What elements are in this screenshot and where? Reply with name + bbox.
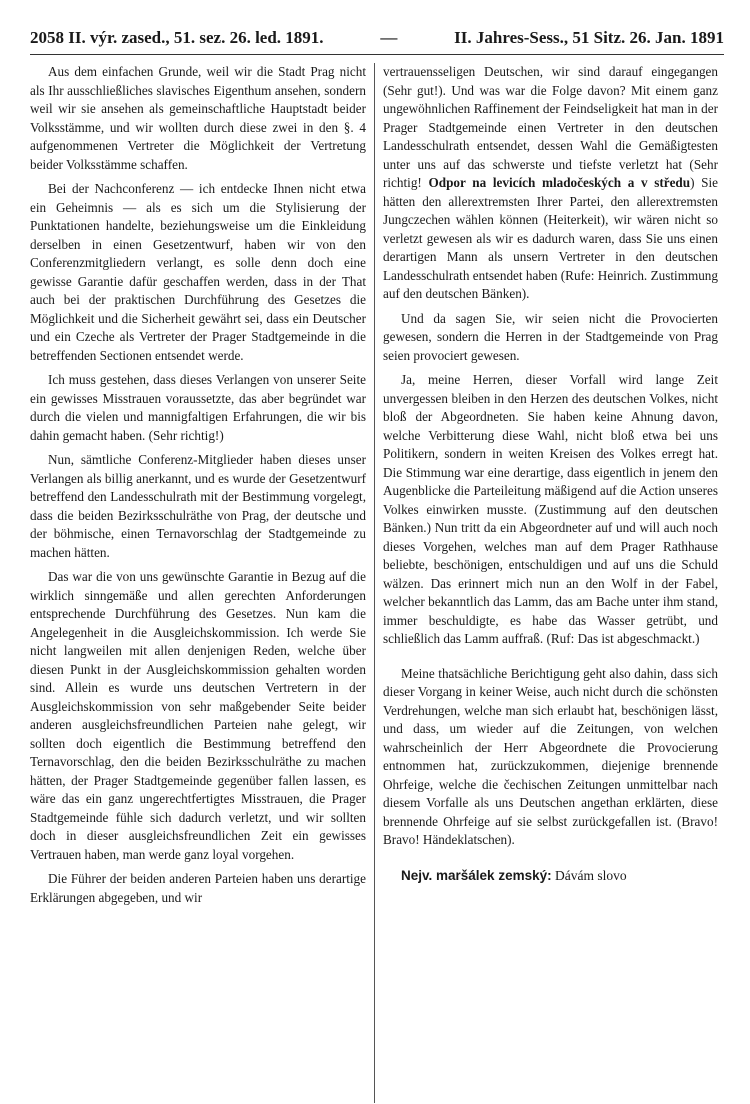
paragraph: Die Führer der beiden anderen Parteien haben uns derartige Erklärungen abgegeben, und wir bbox=[30, 871, 366, 905]
paragraph: Das war die von uns gewünschte Garantie in Bezug auf die wirklich sinngemäße und allen gerechten Anforderungen entsprechende Durchführung des Gesetzes. Nun kam die Angelegenheit in die Ausgleichskommission. Ich werde Sie nicht langweilen mit allen denjenigen Reden, welche über diesen Punkt in der Ausgleichskommission gehalten worden sind. Allein es wurde uns deutschen Vertretern in der Ausgleichskommission von sehr maßgebender Seite beider anderen ausgleichsfreundlichen Parteien nahe gelegt, wir sollten doch eigentlich die Bestimmung betreffend den Ternavorschlag, den die beiden Bezirksschulräthe zu machen hätten, der Prager Stadtgemeinde gegenüber fallen lassen, es wäre das ein ganz ungerechtfertigtes Misstrauen, die Prager Stadtgemeinde fühle sich dadurch verletzt, und wir sollten doch in dieser ausgleichsfreundlichen Zeit ein gewisses Vertrauen haben, man werde ganz loyal vorgehen. bbox=[30, 569, 366, 862]
text-run: ) Sie hätten den allerextremsten Ihrer Partei, den allerextremsten Jungczechen wählen können (Heiterkeit), wir wären nicht so verletzt gewesen als wir es dadurch waren, dass Sie uns einen derartigen Mann als unsern Vertreter in den deutschen Landesschulrath entsendet haben (Rufe: Heinrich. Zustimmung auf den deutschen Bänken). bbox=[383, 175, 718, 301]
header-left: 2058 II. výr. zased., 51. sez. 26. led. 1891. bbox=[30, 28, 324, 47]
paragraph: Bei der Nachconferenz — ich entdecke Ihnen nicht etwa ein Geheimnis — als es sich um die Stylisierung der Punktationen handelte, beziehungsweise um die Einkleidung derselben in einen Gesetzentwurf, haben wir von den Conferenzmitgliedern verlangt, es solle denn doch eine gewisse Garantie dafür geschaffen werden, dass in der That auch bei der praktischen Durchführung des Gesetzes die Möglichkeit und die Sicherheit gewährt sei, dass ein Deutscher und ein Czeche als Vertreter der Prager Stadtgemeinde in die betreffenden Sectionen entsendet werde. bbox=[30, 181, 366, 363]
header-right: II. Jahres-Sess., 51 Sitz. 26. Jan. 1891 bbox=[454, 28, 724, 47]
left-column bbox=[30, 63, 374, 1103]
paragraph: Ich muss gestehen, dass dieses Verlangen von unserer Seite ein gewisses Misstrauen voraussetzte, das aber begründet war durch die vielen und mannigfaltigen Erfahrungen, die wir bis dahin gemacht haben. (Sehr richtig!) bbox=[30, 372, 366, 443]
speaker-name: Nejv. maršálek zemský: bbox=[401, 867, 552, 883]
paragraph: Und da sagen Sie, wir seien nicht die Provocierten gewesen, sondern die Herren in der Stadtgemeinde von Prag seien provociert gewesen. bbox=[383, 310, 718, 363]
czech-interjection: Odpor na levicích mladočeských a v středu bbox=[428, 175, 691, 190]
paragraph: Meine thatsächliche Berichtigung geht also dahin, dass sich dieser Vorgang in keiner Weise, auch nicht durch die schönsten Verdrehungen, welche man sich erlaubt hat, beschönigen lässt, und dass, um wieder auf die Zeitungen, von welchen wahrscheinlich der Herr Abgeordnete die Provocierung entnommen hat, zurückzukommen, diejenige brennende Ohrfeige, welche die čechischen Zeitungen unmittelbar nach diesem Vorfalle als uns Deutschen angethan erklärten, diese brennende Ohrfeige auf sie selbst zurückgefallen ist. (Bravo! Bravo! Händeklatschen). bbox=[383, 665, 718, 847]
header-dash: — bbox=[380, 28, 398, 47]
paragraph: Ja, meine Herren, dieser Vorfall wird lange Zeit unvergessen bleiben in den Herzen des deutschen Volkes, nicht bloß der Abgeordneten. Sie haben keine Ahnung davon, welche Verbitterung diese Wahl, nicht bloß etwa bei uns Politikern, sondern in weiten Kreisen des Volkes erregt hat. Die Stimmung war eine derartige, dass eigentlich in jenem den Augenblicke die Parteileitung mäßigend auf die Action unseres Volkes einwirken musste. (Zustimmung auf den deutschen Bänken.) Nun tritt da ein Abgeordneter auf und will auch noch dieses Vorgehen, welches man auf dem Prager Rathhause beliebte, beschönigen, entschuldigen und auf uns die Schuld wälzen. Das erinnert mich nun an den Wolf in der Fabel, welcher bekanntlich das Lamm, das am Bache unter ihm stand, immer beschuldigte, es habe das Wasser getrübt, und schließlich das Lamm auffraß. (Ruf: Das ist abgeschmackt.) bbox=[383, 372, 718, 646]
page-header bbox=[30, 28, 724, 55]
text-run: vertrauensseligen Deutschen, wir sind darauf eingegangen (Sehr gut!). Und was war die Folge davon? Mit einem ganz ungewöhnlichen Raffinement der Feindseligkeit hat man in der Prager Stadtgemeinde einen Vertreter in den deutschen Landesschulrath entsendet, dessen Wahl die Gemäßigtesten unter uns auf das schwerste und tiefste verletzt hat (Sehr richtig! bbox=[383, 64, 718, 190]
two-column-body bbox=[30, 63, 724, 1103]
speaker-text: Dávám slovo bbox=[554, 867, 627, 883]
paragraph: Aus dem einfachen Grunde, weil wir die Stadt Prag nicht als Ihr ausschließliches slavisches Eigenthum ansehen, sondern weil wir sie ansehen als gemeinschaftliche Hauptstadt beider Volksstämme, und wir wollten durch diese zwei in den §. 4 aufgenommenen Vertreter die Möglichkeit der Vertretung beider Volksstämme schaffen. bbox=[30, 64, 366, 172]
closing-line bbox=[383, 868, 718, 884]
paragraph: Nun, sämtliche Conferenz-Mitglieder haben dieses unser Verlangen als billig anerkannt, und es wurde der Gesetzentwurf betreffend den Landesschulrath mit der Bestimmung vorgelegt, dass die beiden Bezirksschulräthe von Prag, der deutsche und der böhmische, einen Ternavorschlag der Stadtgemeinde zu machen hätten. bbox=[30, 452, 366, 560]
paragraph-continued bbox=[383, 63, 718, 304]
right-column bbox=[374, 63, 718, 1103]
